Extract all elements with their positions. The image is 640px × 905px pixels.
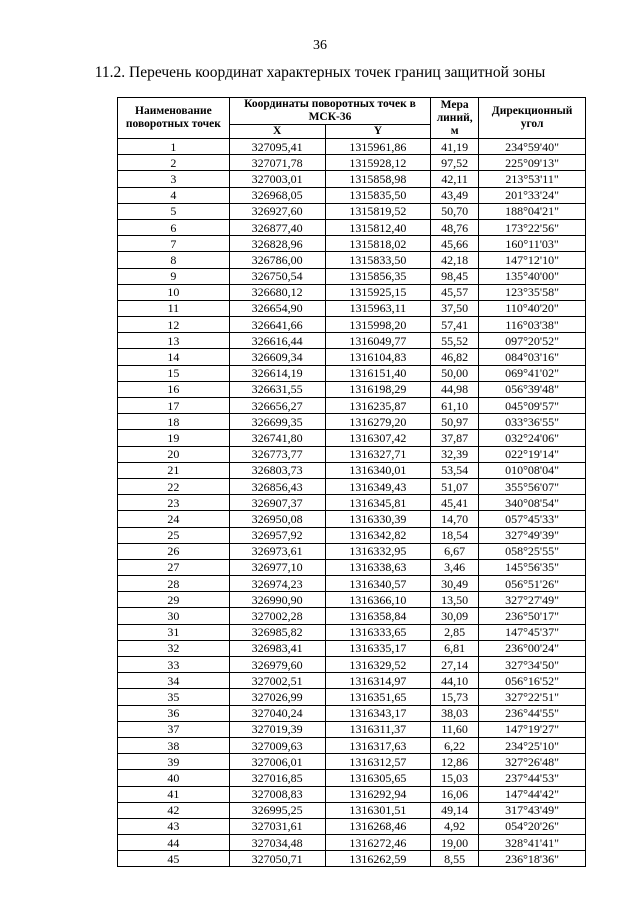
x-coordinate-cell: 327026,99 (229, 689, 325, 705)
table-row (118, 592, 586, 608)
point-number-cell: 8 (118, 252, 230, 268)
x-coordinate-cell: 327071,78 (229, 155, 325, 171)
point-number-cell: 3 (118, 171, 230, 187)
point-number-cell: 13 (118, 333, 230, 349)
table-row (118, 414, 586, 430)
y-coordinate-cell: 1315925,15 (325, 284, 431, 300)
point-number-cell: 32 (118, 640, 230, 656)
x-coordinate-cell: 327040,24 (229, 705, 325, 721)
x-coordinate-cell: 326973,61 (229, 543, 325, 559)
y-coordinate-cell: 1316279,20 (325, 414, 431, 430)
x-coordinate-cell: 327019,39 (229, 721, 325, 737)
point-number-cell: 20 (118, 446, 230, 462)
y-coordinate-cell: 1315812,40 (325, 219, 431, 235)
point-number-cell: 25 (118, 527, 230, 543)
y-coordinate-cell: 1315833,50 (325, 252, 431, 268)
point-number-cell: 2 (118, 155, 230, 171)
table-row (118, 657, 586, 673)
line-length-cell: 42,18 (431, 252, 479, 268)
y-coordinate-cell: 1316311,37 (325, 721, 431, 737)
y-coordinate-cell: 1316340,57 (325, 576, 431, 592)
line-length-cell: 55,52 (431, 333, 479, 349)
line-length-cell: 19,00 (431, 835, 479, 851)
x-coordinate-cell: 326680,12 (229, 284, 325, 300)
y-coordinate-cell: 1316327,71 (325, 446, 431, 462)
table-row (118, 705, 586, 721)
x-coordinate-cell: 327003,01 (229, 171, 325, 187)
point-number-cell: 21 (118, 462, 230, 478)
table-row (118, 527, 586, 543)
table-row (118, 737, 586, 753)
y-coordinate-cell: 1316198,29 (325, 381, 431, 397)
x-coordinate-cell: 327095,41 (229, 139, 325, 155)
x-coordinate-cell: 326614,19 (229, 365, 325, 381)
bearing-cell: 045°09'57" (479, 398, 586, 414)
table-row (118, 786, 586, 802)
bearing-cell: 213°53'11" (479, 171, 586, 187)
table-row (118, 155, 586, 171)
y-coordinate-cell: 1316301,51 (325, 802, 431, 818)
point-number-cell: 11 (118, 300, 230, 316)
y-coordinate-cell: 1316366,10 (325, 592, 431, 608)
line-length-cell: 50,00 (431, 365, 479, 381)
bearing-cell: 236°18'36" (479, 851, 586, 867)
table-row (118, 236, 586, 252)
point-number-cell: 30 (118, 608, 230, 624)
point-number-cell: 15 (118, 365, 230, 381)
point-number-cell: 36 (118, 705, 230, 721)
x-coordinate-cell: 326750,54 (229, 268, 325, 284)
point-number-cell: 22 (118, 478, 230, 494)
bearing-cell: 236°44'55" (479, 705, 586, 721)
header-y: Y (325, 125, 431, 139)
bearing-cell: 010°08'04" (479, 462, 586, 478)
point-number-cell: 23 (118, 495, 230, 511)
y-coordinate-cell: 1316268,46 (325, 818, 431, 834)
bearing-cell: 317°43'49" (479, 802, 586, 818)
x-coordinate-cell: 327034,48 (229, 835, 325, 851)
table-row (118, 381, 586, 397)
y-coordinate-cell: 1316307,42 (325, 430, 431, 446)
bearing-cell: 022°19'14" (479, 446, 586, 462)
header-x: X (229, 125, 325, 139)
table-row (118, 673, 586, 689)
line-length-cell: 32,39 (431, 446, 479, 462)
line-length-cell: 37,50 (431, 300, 479, 316)
bearing-cell: 328°41'41" (479, 835, 586, 851)
bearing-cell: 116°03'38" (479, 317, 586, 333)
line-length-cell: 44,98 (431, 381, 479, 397)
table-row (118, 754, 586, 770)
bearing-cell: 123°35'58" (479, 284, 586, 300)
table-row (118, 203, 586, 219)
x-coordinate-cell: 326977,10 (229, 559, 325, 575)
x-coordinate-cell: 326786,00 (229, 252, 325, 268)
bearing-cell: 110°40'20" (479, 300, 586, 316)
x-coordinate-cell: 326773,77 (229, 446, 325, 462)
line-length-cell: 3,46 (431, 559, 479, 575)
line-length-cell: 6,22 (431, 737, 479, 753)
y-coordinate-cell: 1316305,65 (325, 770, 431, 786)
bearing-cell: 201°33'24" (479, 187, 586, 203)
table-row (118, 300, 586, 316)
y-coordinate-cell: 1315961,86 (325, 139, 431, 155)
bearing-cell: 355°56'07" (479, 478, 586, 494)
table-row (118, 317, 586, 333)
y-coordinate-cell: 1316235,87 (325, 398, 431, 414)
table-row (118, 349, 586, 365)
point-number-cell: 16 (118, 381, 230, 397)
line-length-cell: 15,03 (431, 770, 479, 786)
line-length-cell: 98,45 (431, 268, 479, 284)
line-length-cell: 30,49 (431, 576, 479, 592)
bearing-cell: 234°25'10" (479, 737, 586, 753)
point-number-cell: 28 (118, 576, 230, 592)
line-length-cell: 45,66 (431, 236, 479, 252)
point-number-cell: 14 (118, 349, 230, 365)
x-coordinate-cell: 326828,96 (229, 236, 325, 252)
x-coordinate-cell: 326979,60 (229, 657, 325, 673)
line-length-cell: 15,73 (431, 689, 479, 705)
x-coordinate-cell: 326907,37 (229, 495, 325, 511)
table-row (118, 430, 586, 446)
page-number: 36 (313, 38, 327, 53)
table-header (118, 98, 586, 139)
line-length-cell: 37,87 (431, 430, 479, 446)
table-row (118, 139, 586, 155)
table-row (118, 187, 586, 203)
line-length-cell: 48,76 (431, 219, 479, 235)
bearing-cell: 340°08'54" (479, 495, 586, 511)
y-coordinate-cell: 1316358,84 (325, 608, 431, 624)
table-row (118, 284, 586, 300)
line-length-cell: 18,54 (431, 527, 479, 543)
bearing-cell: 160°11'03" (479, 236, 586, 252)
point-number-cell: 41 (118, 786, 230, 802)
table-row (118, 543, 586, 559)
bearing-cell: 147°44'42" (479, 786, 586, 802)
bearing-cell: 033°36'55" (479, 414, 586, 430)
point-number-cell: 43 (118, 818, 230, 834)
y-coordinate-cell: 1315818,02 (325, 236, 431, 252)
x-coordinate-cell: 326995,25 (229, 802, 325, 818)
y-coordinate-cell: 1316262,59 (325, 851, 431, 867)
x-coordinate-cell: 326950,08 (229, 511, 325, 527)
x-coordinate-cell: 326656,27 (229, 398, 325, 414)
line-length-cell: 45,41 (431, 495, 479, 511)
table-row (118, 770, 586, 786)
x-coordinate-cell: 326990,90 (229, 592, 325, 608)
point-number-cell: 17 (118, 398, 230, 414)
bearing-cell: 147°12'10" (479, 252, 586, 268)
y-coordinate-cell: 1315998,20 (325, 317, 431, 333)
line-length-cell: 6,81 (431, 640, 479, 656)
y-coordinate-cell: 1315856,35 (325, 268, 431, 284)
x-coordinate-cell: 326803,73 (229, 462, 325, 478)
bearing-cell: 327°49'39" (479, 527, 586, 543)
table-row (118, 365, 586, 381)
point-number-cell: 9 (118, 268, 230, 284)
x-coordinate-cell: 326974,23 (229, 576, 325, 592)
x-coordinate-cell: 326877,40 (229, 219, 325, 235)
line-length-cell: 6,67 (431, 543, 479, 559)
line-length-cell: 45,57 (431, 284, 479, 300)
bearing-cell: 056°51'26" (479, 576, 586, 592)
coordinates-table (117, 97, 586, 867)
table-row (118, 219, 586, 235)
point-number-cell: 24 (118, 511, 230, 527)
line-length-cell: 43,49 (431, 187, 479, 203)
line-length-cell: 4,92 (431, 818, 479, 834)
y-coordinate-cell: 1315963,11 (325, 300, 431, 316)
y-coordinate-cell: 1316312,57 (325, 754, 431, 770)
y-coordinate-cell: 1315835,50 (325, 187, 431, 203)
bearing-cell: 145°56'35" (479, 559, 586, 575)
table-row (118, 608, 586, 624)
point-number-cell: 12 (118, 317, 230, 333)
y-coordinate-cell: 1316151,40 (325, 365, 431, 381)
x-coordinate-cell: 327050,71 (229, 851, 325, 867)
table-row (118, 268, 586, 284)
point-number-cell: 7 (118, 236, 230, 252)
bearing-cell: 327°26'48" (479, 754, 586, 770)
line-length-cell: 11,60 (431, 721, 479, 737)
y-coordinate-cell: 1316292,94 (325, 786, 431, 802)
line-length-cell: 61,10 (431, 398, 479, 414)
point-number-cell: 6 (118, 219, 230, 235)
bearing-cell: 058°25'55" (479, 543, 586, 559)
header-bearing: Дирекционный угол (479, 98, 586, 139)
bearing-cell: 032°24'06" (479, 430, 586, 446)
x-coordinate-cell: 326609,34 (229, 349, 325, 365)
table-row (118, 511, 586, 527)
line-length-cell: 50,97 (431, 414, 479, 430)
y-coordinate-cell: 1316049,77 (325, 333, 431, 349)
y-coordinate-cell: 1316345,81 (325, 495, 431, 511)
header-line-length: Мера линий, м (431, 98, 479, 139)
point-number-cell: 45 (118, 851, 230, 867)
bearing-cell: 173°22'56" (479, 219, 586, 235)
y-coordinate-cell: 1316330,39 (325, 511, 431, 527)
table-row (118, 478, 586, 494)
x-coordinate-cell: 326641,66 (229, 317, 325, 333)
bearing-cell: 135°40'00" (479, 268, 586, 284)
point-number-cell: 19 (118, 430, 230, 446)
x-coordinate-cell: 327008,83 (229, 786, 325, 802)
table-row (118, 802, 586, 818)
line-length-cell: 2,85 (431, 624, 479, 640)
table-row (118, 576, 586, 592)
y-coordinate-cell: 1315928,12 (325, 155, 431, 171)
bearing-cell: 234°59'40" (479, 139, 586, 155)
point-number-cell: 18 (118, 414, 230, 430)
line-length-cell: 51,07 (431, 478, 479, 494)
table-row (118, 252, 586, 268)
x-coordinate-cell: 326927,60 (229, 203, 325, 219)
line-length-cell: 41,19 (431, 139, 479, 155)
x-coordinate-cell: 326983,41 (229, 640, 325, 656)
x-coordinate-cell: 326957,92 (229, 527, 325, 543)
table-row (118, 559, 586, 575)
x-coordinate-cell: 327002,51 (229, 673, 325, 689)
section-heading: 11.2. Перечень координат характерных точек границ защитной зоны (94, 64, 546, 81)
line-length-cell: 12,86 (431, 754, 479, 770)
header-point-name: Наименование поворотных точек (118, 98, 230, 139)
bearing-cell: 056°16'52" (479, 673, 586, 689)
bearing-cell: 054°20'26" (479, 818, 586, 834)
point-number-cell: 40 (118, 770, 230, 786)
y-coordinate-cell: 1316104,83 (325, 349, 431, 365)
bearing-cell: 327°22'51" (479, 689, 586, 705)
line-length-cell: 38,03 (431, 705, 479, 721)
x-coordinate-cell: 326741,80 (229, 430, 325, 446)
bearing-cell: 147°19'27" (479, 721, 586, 737)
table-row (118, 851, 586, 867)
table-row (118, 398, 586, 414)
bearing-cell: 236°50'17" (479, 608, 586, 624)
y-coordinate-cell: 1316342,82 (325, 527, 431, 543)
point-number-cell: 26 (118, 543, 230, 559)
point-number-cell: 4 (118, 187, 230, 203)
bearing-cell: 147°45'37" (479, 624, 586, 640)
x-coordinate-cell: 326985,82 (229, 624, 325, 640)
x-coordinate-cell: 326968,05 (229, 187, 325, 203)
bearing-cell: 097°20'52" (479, 333, 586, 349)
point-number-cell: 35 (118, 689, 230, 705)
y-coordinate-cell: 1316340,01 (325, 462, 431, 478)
x-coordinate-cell: 326856,43 (229, 478, 325, 494)
table-row (118, 333, 586, 349)
table-row (118, 446, 586, 462)
bearing-cell: 069°41'02" (479, 365, 586, 381)
bearing-cell: 057°45'33" (479, 511, 586, 527)
x-coordinate-cell: 327016,85 (229, 770, 325, 786)
point-number-cell: 38 (118, 737, 230, 753)
point-number-cell: 44 (118, 835, 230, 851)
point-number-cell: 29 (118, 592, 230, 608)
y-coordinate-cell: 1315858,98 (325, 171, 431, 187)
table-row (118, 495, 586, 511)
line-length-cell: 53,54 (431, 462, 479, 478)
bearing-cell: 084°03'16" (479, 349, 586, 365)
bearing-cell: 236°00'24" (479, 640, 586, 656)
line-length-cell: 27,14 (431, 657, 479, 673)
y-coordinate-cell: 1316317,63 (325, 737, 431, 753)
line-length-cell: 50,70 (431, 203, 479, 219)
x-coordinate-cell: 326631,55 (229, 381, 325, 397)
line-length-cell: 13,50 (431, 592, 479, 608)
x-coordinate-cell: 326616,44 (229, 333, 325, 349)
header-coords-group: Координаты поворотных точек в МСК-36 (229, 98, 430, 125)
point-number-cell: 31 (118, 624, 230, 640)
y-coordinate-cell: 1316349,43 (325, 478, 431, 494)
point-number-cell: 34 (118, 673, 230, 689)
x-coordinate-cell: 327002,28 (229, 608, 325, 624)
table-row (118, 689, 586, 705)
table-row (118, 171, 586, 187)
y-coordinate-cell: 1316338,63 (325, 559, 431, 575)
y-coordinate-cell: 1316272,46 (325, 835, 431, 851)
line-length-cell: 30,09 (431, 608, 479, 624)
table-row (118, 835, 586, 851)
table-body (118, 139, 586, 867)
table-row (118, 640, 586, 656)
y-coordinate-cell: 1316343,17 (325, 705, 431, 721)
line-length-cell: 97,52 (431, 155, 479, 171)
y-coordinate-cell: 1316333,65 (325, 624, 431, 640)
point-number-cell: 10 (118, 284, 230, 300)
y-coordinate-cell: 1316314,97 (325, 673, 431, 689)
bearing-cell: 188°04'21" (479, 203, 586, 219)
point-number-cell: 37 (118, 721, 230, 737)
table-row (118, 462, 586, 478)
point-number-cell: 42 (118, 802, 230, 818)
bearing-cell: 237°44'53" (479, 770, 586, 786)
line-length-cell: 46,82 (431, 349, 479, 365)
point-number-cell: 33 (118, 657, 230, 673)
line-length-cell: 49,14 (431, 802, 479, 818)
bearing-cell: 225°09'13" (479, 155, 586, 171)
bearing-cell: 056°39'48" (479, 381, 586, 397)
table-row (118, 624, 586, 640)
line-length-cell: 16,06 (431, 786, 479, 802)
y-coordinate-cell: 1316335,17 (325, 640, 431, 656)
x-coordinate-cell: 327031,61 (229, 818, 325, 834)
table-row (118, 721, 586, 737)
line-length-cell: 14,70 (431, 511, 479, 527)
x-coordinate-cell: 327006,01 (229, 754, 325, 770)
y-coordinate-cell: 1316329,52 (325, 657, 431, 673)
x-coordinate-cell: 326699,35 (229, 414, 325, 430)
line-length-cell: 8,55 (431, 851, 479, 867)
line-length-cell: 42,11 (431, 171, 479, 187)
point-number-cell: 1 (118, 139, 230, 155)
x-coordinate-cell: 327009,63 (229, 737, 325, 753)
point-number-cell: 27 (118, 559, 230, 575)
x-coordinate-cell: 326654,90 (229, 300, 325, 316)
point-number-cell: 5 (118, 203, 230, 219)
line-length-cell: 44,10 (431, 673, 479, 689)
y-coordinate-cell: 1316351,65 (325, 689, 431, 705)
bearing-cell: 327°27'49" (479, 592, 586, 608)
bearing-cell: 327°34'50" (479, 657, 586, 673)
y-coordinate-cell: 1316332,95 (325, 543, 431, 559)
y-coordinate-cell: 1315819,52 (325, 203, 431, 219)
table-row (118, 818, 586, 834)
line-length-cell: 57,41 (431, 317, 479, 333)
point-number-cell: 39 (118, 754, 230, 770)
